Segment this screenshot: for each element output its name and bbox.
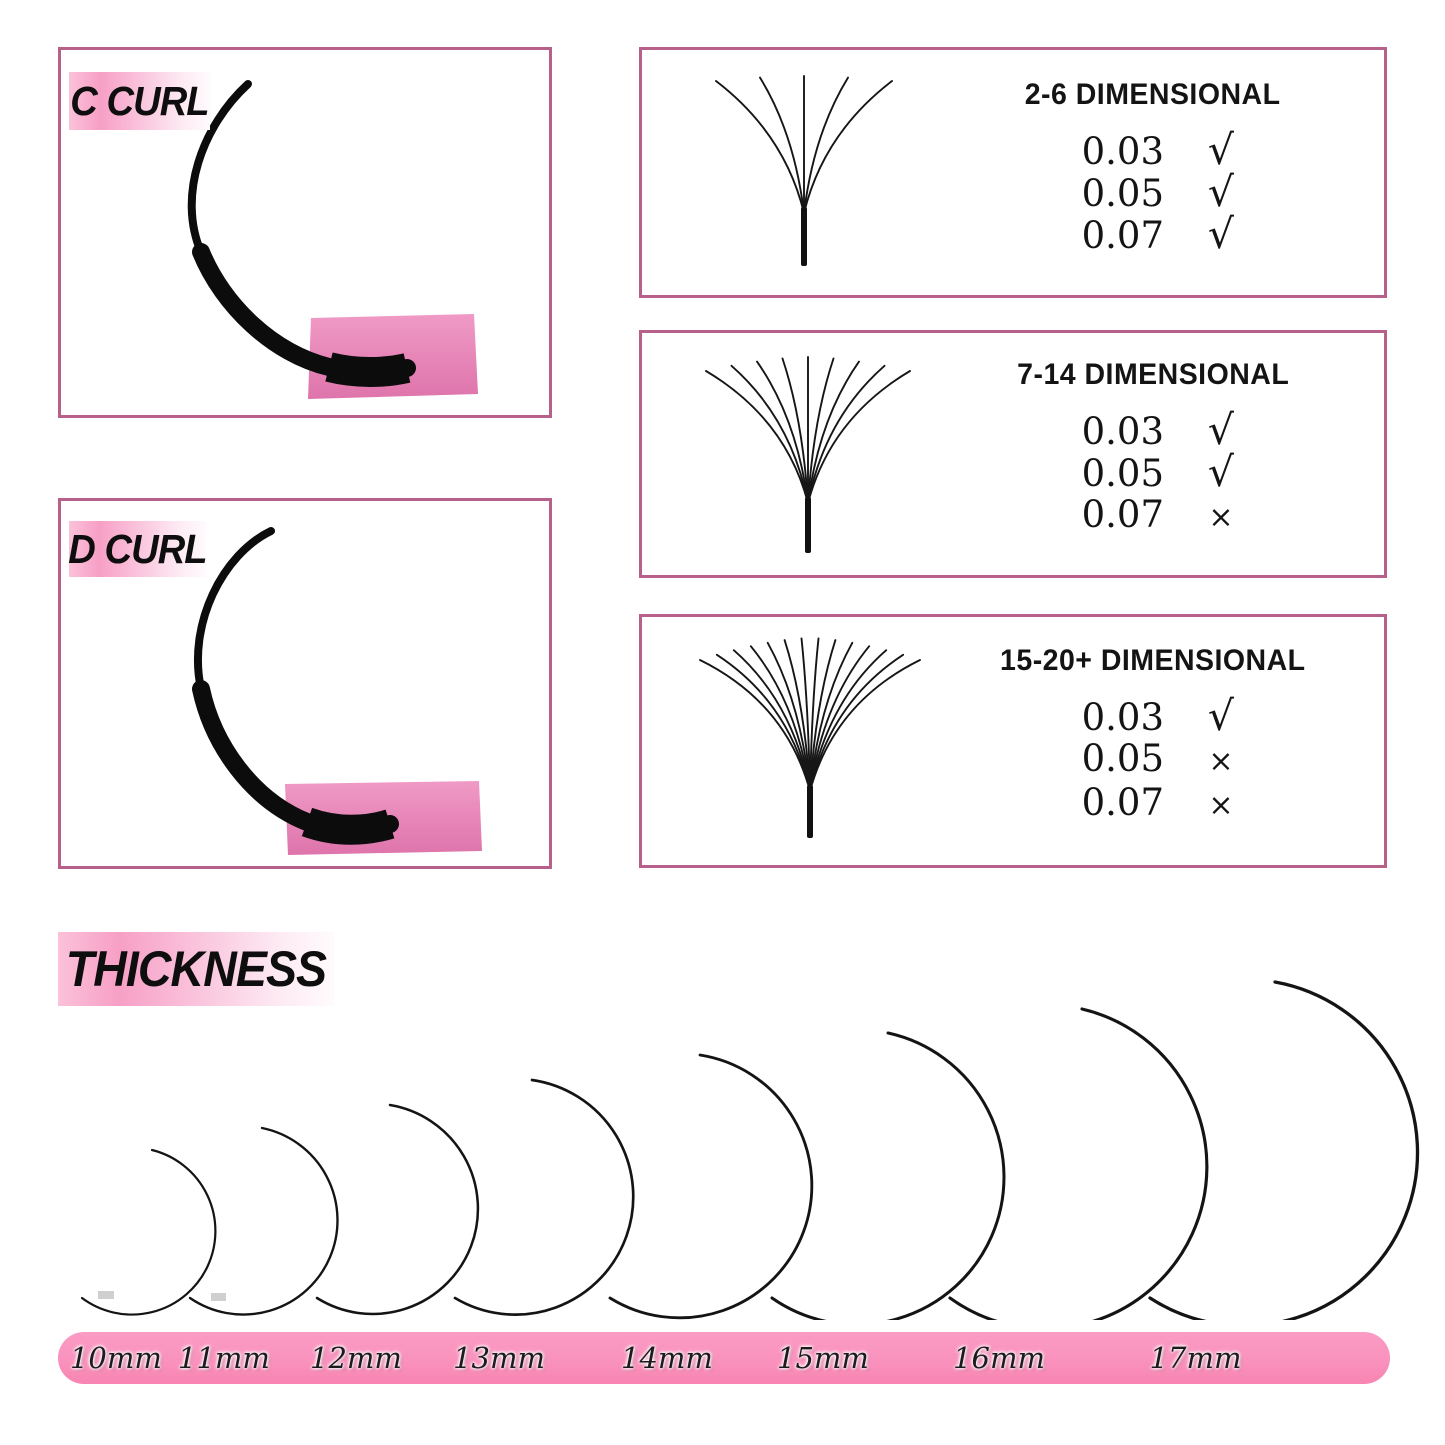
dimensional-info <box>982 50 1384 295</box>
length-label: 14mm <box>621 1341 713 1375</box>
thickness-value: 0.03 <box>1081 410 1164 453</box>
thickness-value: 0.05 <box>1081 737 1164 780</box>
availability-mark: √ <box>1207 209 1235 258</box>
thickness-compatibility-list <box>1052 692 1254 826</box>
length-label: 11mm <box>178 1341 270 1375</box>
dimensional-title: 2-6 DIMENSIONAL <box>1025 77 1281 111</box>
availability-mark: √ <box>1207 167 1235 216</box>
thickness-value: 0.03 <box>1081 129 1164 173</box>
thickness-value: 0.05 <box>1081 171 1164 215</box>
list-item <box>1052 692 1254 740</box>
list-item <box>1052 406 1254 454</box>
thickness-value: 0.07 <box>1081 213 1164 257</box>
dimensional-card-2-6 <box>639 47 1387 298</box>
length-bar <box>58 1332 1390 1384</box>
thickness-compatibility-list <box>1052 125 1254 258</box>
dimensional-title: 7-14 DIMENSIONAL <box>1016 358 1290 391</box>
thickness-value: 0.07 <box>1081 781 1164 824</box>
availability-mark: × <box>1208 500 1234 535</box>
length-label: 15mm <box>777 1341 869 1375</box>
length-label: 12mm <box>310 1341 402 1375</box>
dimensional-card-7-14 <box>639 330 1387 578</box>
length-label: 16mm <box>953 1341 1045 1375</box>
list-item <box>1052 209 1254 258</box>
c-curl-label: C CURL <box>70 77 209 124</box>
length-label: 10mm <box>69 1341 162 1375</box>
c-curl-label-chip <box>69 72 210 130</box>
thickness-value: 0.07 <box>1081 493 1164 536</box>
dimensional-info <box>982 333 1384 575</box>
thickness-label: THICKNESS <box>65 941 327 997</box>
thickness-value: 0.05 <box>1081 452 1164 495</box>
d-curl-label-chip <box>69 521 206 577</box>
list-item <box>1052 494 1254 538</box>
availability-mark: √ <box>1207 448 1235 496</box>
list-item <box>1052 738 1254 782</box>
list-item <box>1052 782 1254 826</box>
thickness-compatibility-list <box>1052 406 1254 538</box>
availability-mark: √ <box>1207 406 1235 454</box>
availability-mark: √ <box>1207 692 1235 740</box>
d-curl-card <box>58 498 552 869</box>
c-curl-card <box>58 47 552 418</box>
length-label: 17mm <box>1149 1341 1242 1375</box>
dimensional-title: 15-20+ DIMENSIONAL <box>1000 644 1306 677</box>
d-curl-label: D CURL <box>68 525 207 572</box>
availability-mark: × <box>1208 744 1234 779</box>
list-item <box>1052 167 1254 216</box>
thickness-value: 0.03 <box>1081 696 1164 739</box>
dimensional-card-15-20 <box>639 614 1387 868</box>
lash-length-curve-row <box>0 955 1445 1320</box>
availability-mark: × <box>1208 788 1234 823</box>
list-item <box>1052 125 1254 174</box>
list-item <box>1052 448 1254 496</box>
length-label: 13mm <box>453 1341 545 1375</box>
dimensional-info <box>982 617 1384 865</box>
availability-mark: √ <box>1207 125 1235 174</box>
